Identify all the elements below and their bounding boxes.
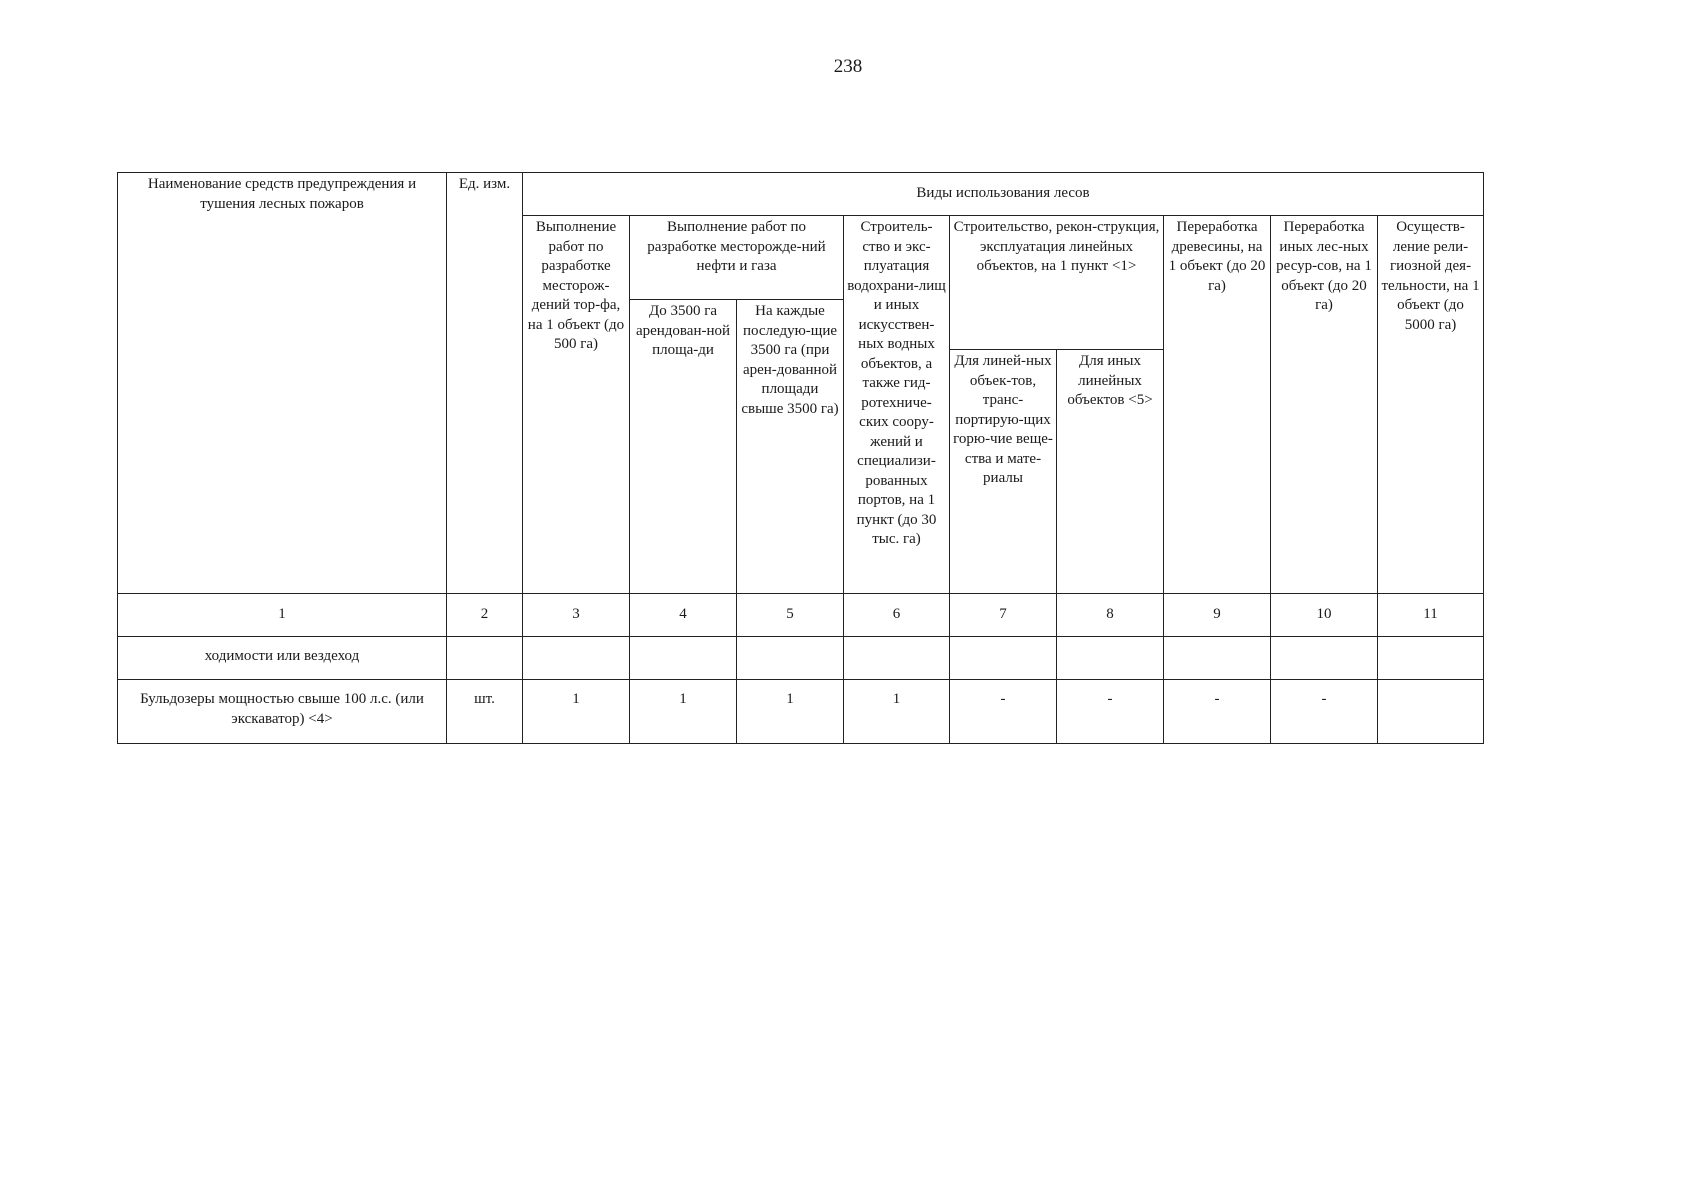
table-cell: - (1057, 680, 1164, 744)
header-unit: Ед. изм. (447, 173, 523, 594)
row-equipment-name: Бульдозеры мощностью свыше 100 л.с. (или экскаватор) <4> (118, 680, 447, 744)
header-col-3: Выполнение работ по разработке месторож-дений тор-фа, на 1 объект (до 500 га) (523, 216, 630, 594)
table-cell (844, 637, 950, 680)
table-cell (1378, 637, 1484, 680)
header-col-8: Для иных линейных объектов <5> (1057, 350, 1164, 594)
header-forest-use-types: Виды использования лесов (523, 173, 1484, 216)
column-number: 10 (1271, 594, 1378, 637)
column-number: 5 (737, 594, 844, 637)
table-cell (523, 637, 630, 680)
table-cell (950, 637, 1057, 680)
row-unit: шт. (447, 680, 523, 744)
header-col-4: До 3500 га арендован-ной площа-ди (630, 300, 737, 594)
column-number: 1 (118, 594, 447, 637)
table-cell (1164, 637, 1271, 680)
table-cell (1057, 637, 1164, 680)
table-cell: 1 (630, 680, 737, 744)
header-col-5: На каждые последую-щие 3500 га (при арен-дованной площади свыше 3500 га) (737, 300, 844, 594)
header-col-9: Переработка древесины, на 1 объект (до 20 га) (1164, 216, 1271, 594)
table-cell (1271, 637, 1378, 680)
header-col-6: Строитель-ство и экс-плуатация водохрани-лищ и иных искусствен-ных водных объектов, а также гид-ротехниче-ских соору-жений и специализи-рованных портов, на 1 пункт (до 30 тыс. га) (844, 216, 950, 594)
table-cell: - (1164, 680, 1271, 744)
column-number: 3 (523, 594, 630, 637)
header-row-1 (118, 173, 1484, 216)
header-col-10: Переработка иных лес-ных ресур-сов, на 1 объект (до 20 га) (1271, 216, 1378, 594)
page-number: 238 (833, 56, 863, 77)
header-equipment-name: Наименование средств предупреждения и тушения лесных пожаров (118, 173, 447, 594)
table-cell: 1 (737, 680, 844, 744)
column-number: 7 (950, 594, 1057, 637)
row-equipment-name: ходимости или вездеход (118, 637, 447, 680)
column-number: 6 (844, 594, 950, 637)
header-col-7: Для линей-ных объек-тов, транс-портирую-щих горю-чие веще-ства и мате-риалы (950, 350, 1057, 594)
table-row (118, 680, 1484, 744)
header-linear-objects-group: Строительство, рекон-струкция, эксплуатация линейных объектов, на 1 пункт <1> (950, 216, 1164, 350)
table-cell: 1 (844, 680, 950, 744)
column-number: 8 (1057, 594, 1164, 637)
table-cell (630, 637, 737, 680)
column-number: 9 (1164, 594, 1271, 637)
column-number: 4 (630, 594, 737, 637)
table-cell (737, 637, 844, 680)
column-number-row (118, 594, 1484, 637)
forest-fire-equipment-table (117, 172, 1484, 744)
column-number: 2 (447, 594, 523, 637)
table-row (118, 637, 1484, 680)
table-cell: 1 (523, 680, 630, 744)
header-col-11: Осуществ-ление рели-гиозной дея-тельности, на 1 объект (до 5000 га) (1378, 216, 1484, 594)
row-unit (447, 637, 523, 680)
table-cell (1378, 680, 1484, 744)
table-cell: - (950, 680, 1057, 744)
column-number: 11 (1378, 594, 1484, 637)
header-oil-gas-group: Выполнение работ по разработке месторожде-ний нефти и газа (630, 216, 844, 300)
table-cell: - (1271, 680, 1378, 744)
